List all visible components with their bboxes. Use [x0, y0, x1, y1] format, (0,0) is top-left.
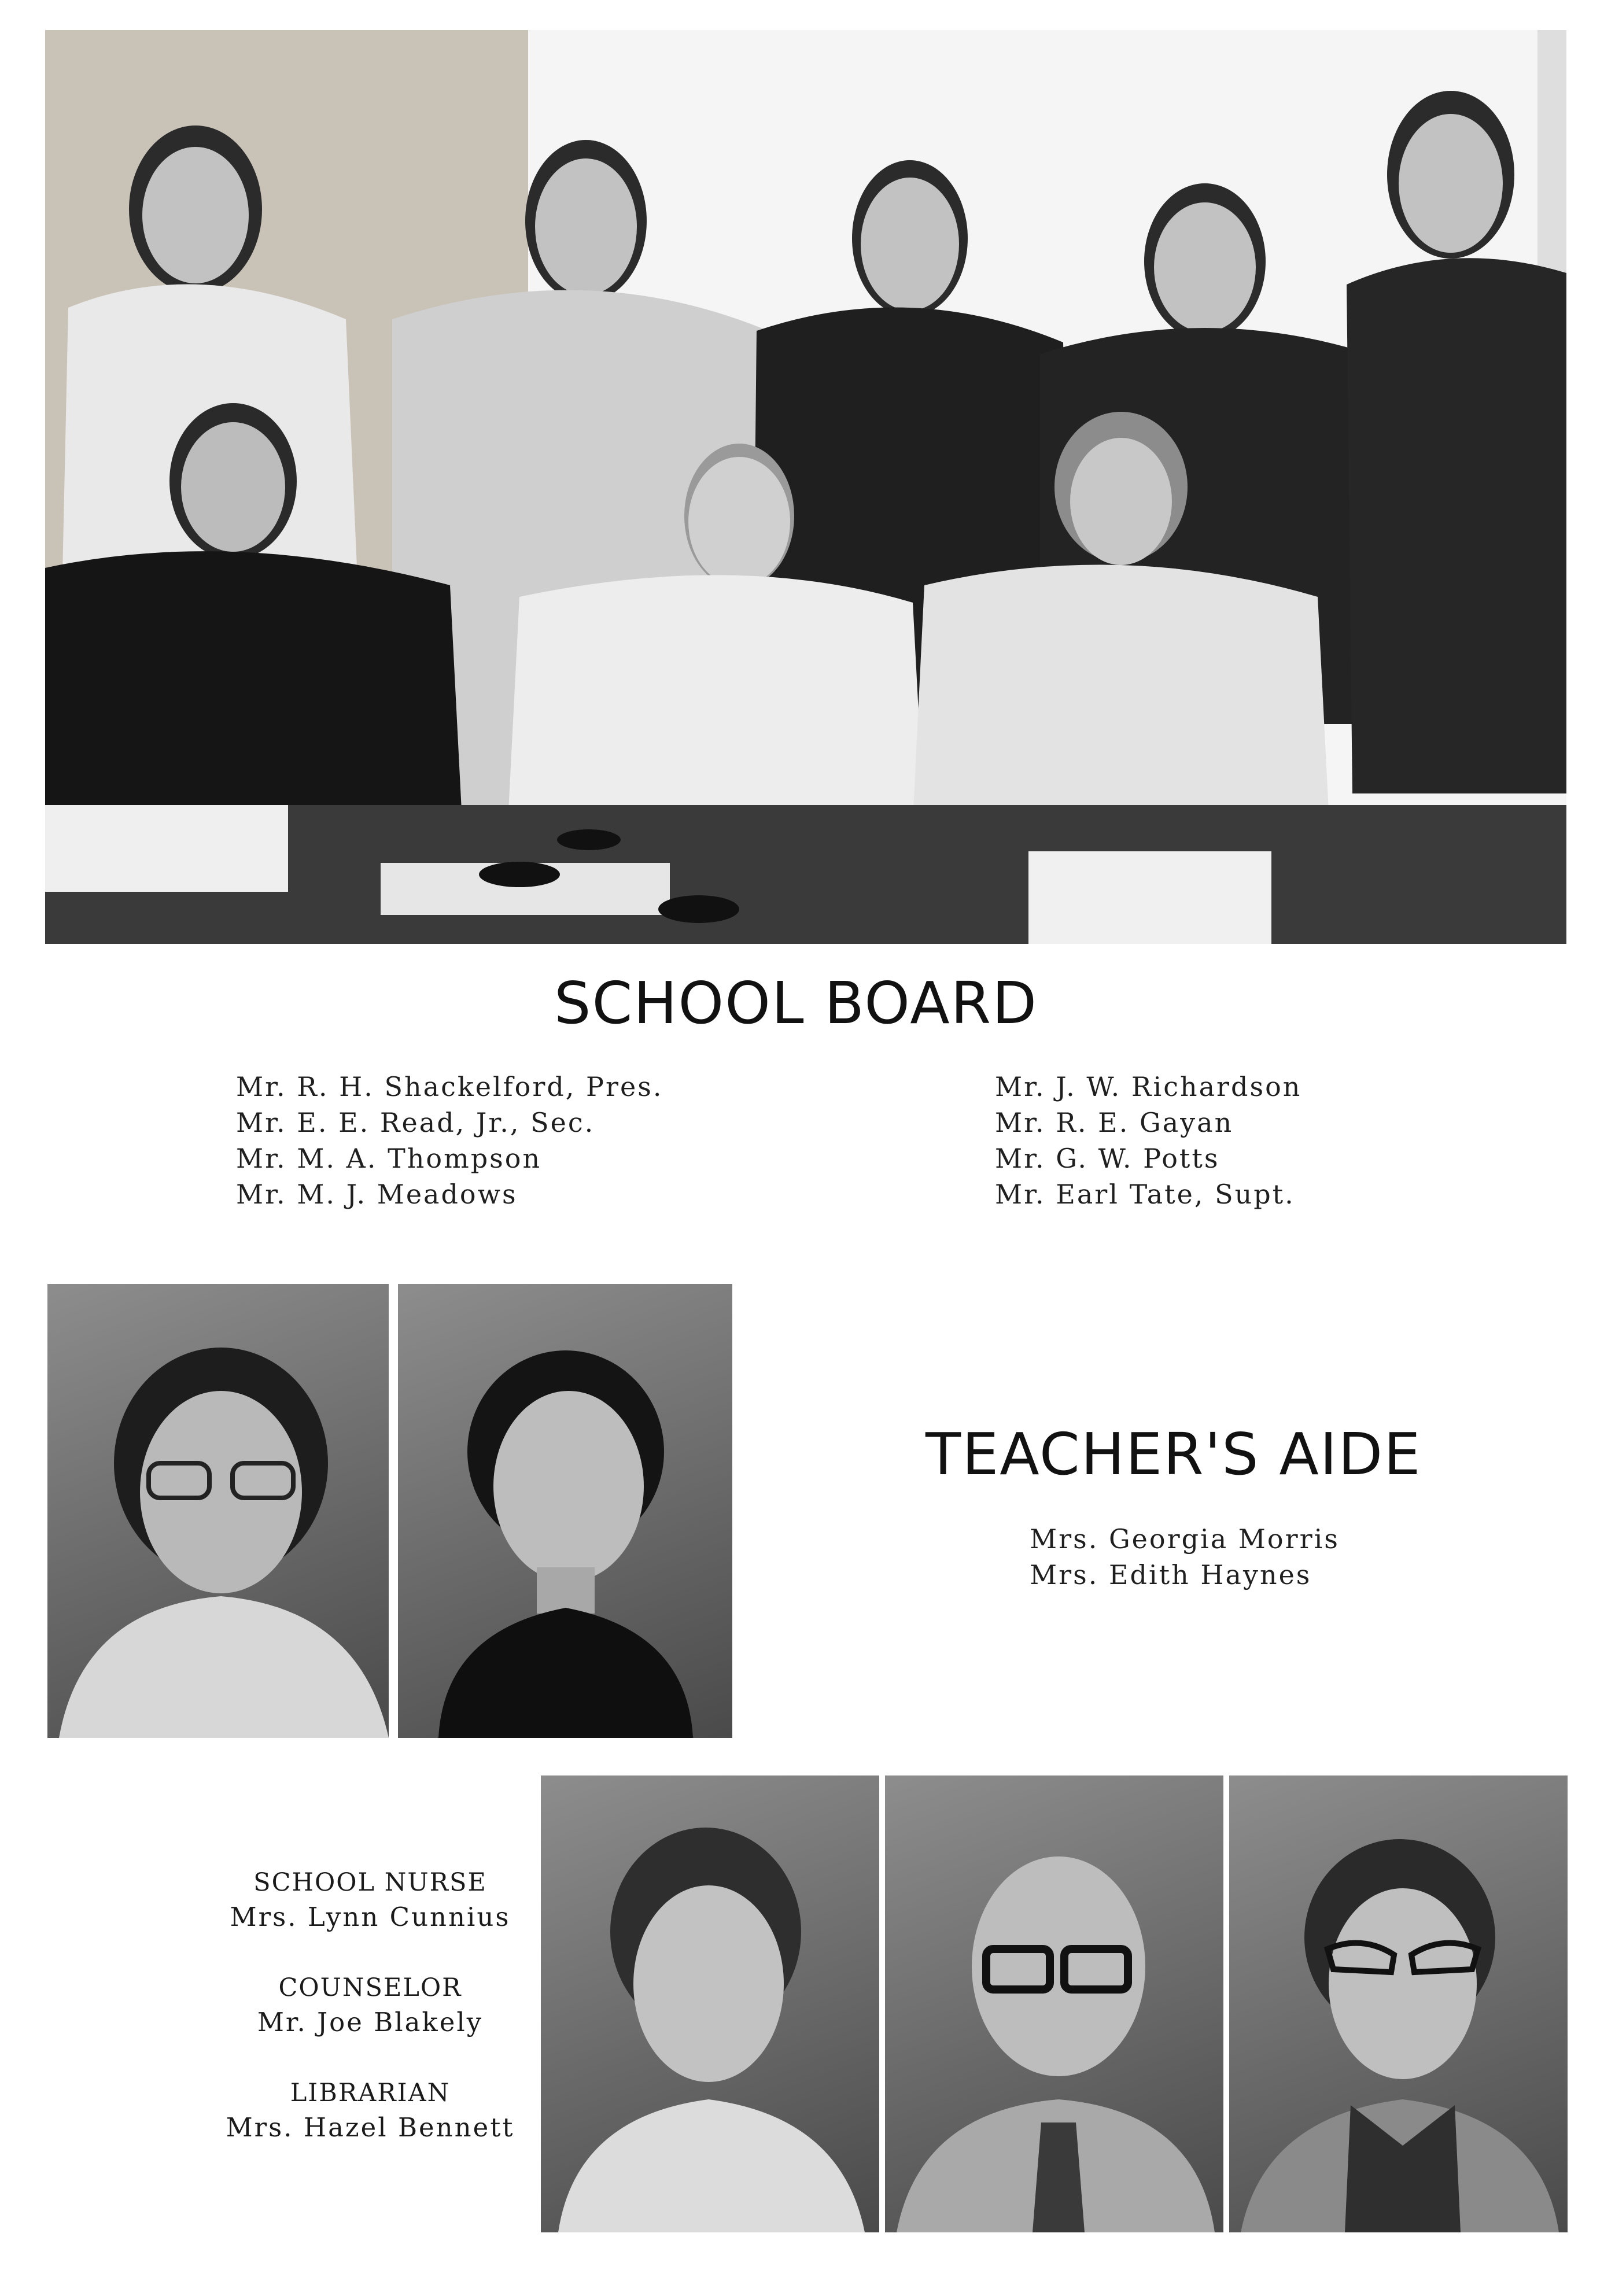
board-member: Mr. M. J. Meadows [236, 1179, 518, 1210]
school-board-members-left [236, 1069, 663, 1212]
teachers-aide-name: Mrs. Edith Haynes [1030, 1559, 1312, 1590]
staff-role: SCHOOL NURSE [253, 1868, 487, 1897]
counselor-portrait [885, 1775, 1223, 2232]
teachers-aide-name: Mrs. Georgia Morris [1030, 1523, 1340, 1555]
board-member: Mr. E. E. Read, Jr., Sec. [236, 1107, 595, 1138]
board-member: Mr. G. W. Potts [995, 1143, 1220, 1174]
teachers-aide-names [1030, 1521, 1340, 1593]
board-member: Mr. J. W. Richardson [995, 1071, 1302, 1102]
school-board-members-right [995, 1069, 1301, 1212]
board-member: Mr. R. H. Shackelford, Pres. [236, 1071, 663, 1102]
staff-name: Mrs. Lynn Cunnius [230, 1902, 511, 1932]
board-member: Mr. Earl Tate, Supt. [995, 1179, 1295, 1210]
staff-name: Mr. Joe Blakely [257, 2007, 484, 2037]
staff-role: LIBRARIAN [290, 2079, 451, 2107]
school-board-title: SCHOOL BOARD [554, 969, 1038, 1037]
teachers-aide-portrait-2 [398, 1284, 732, 1738]
teachers-aide-title: TEACHER'S AIDE [926, 1420, 1422, 1488]
school-board-group-photo [45, 30, 1566, 944]
board-member: Mr. M. A. Thompson [236, 1143, 542, 1174]
school-nurse-portrait [541, 1775, 879, 2232]
staff-name: Mrs. Hazel Bennett [226, 2112, 515, 2143]
staff-role: COUNSELOR [278, 1973, 462, 2002]
teachers-aide-portrait-1 [47, 1284, 389, 1738]
board-member: Mr. R. E. Gayan [995, 1107, 1234, 1138]
librarian-portrait [1229, 1775, 1568, 2232]
staff-list [197, 1865, 544, 2145]
